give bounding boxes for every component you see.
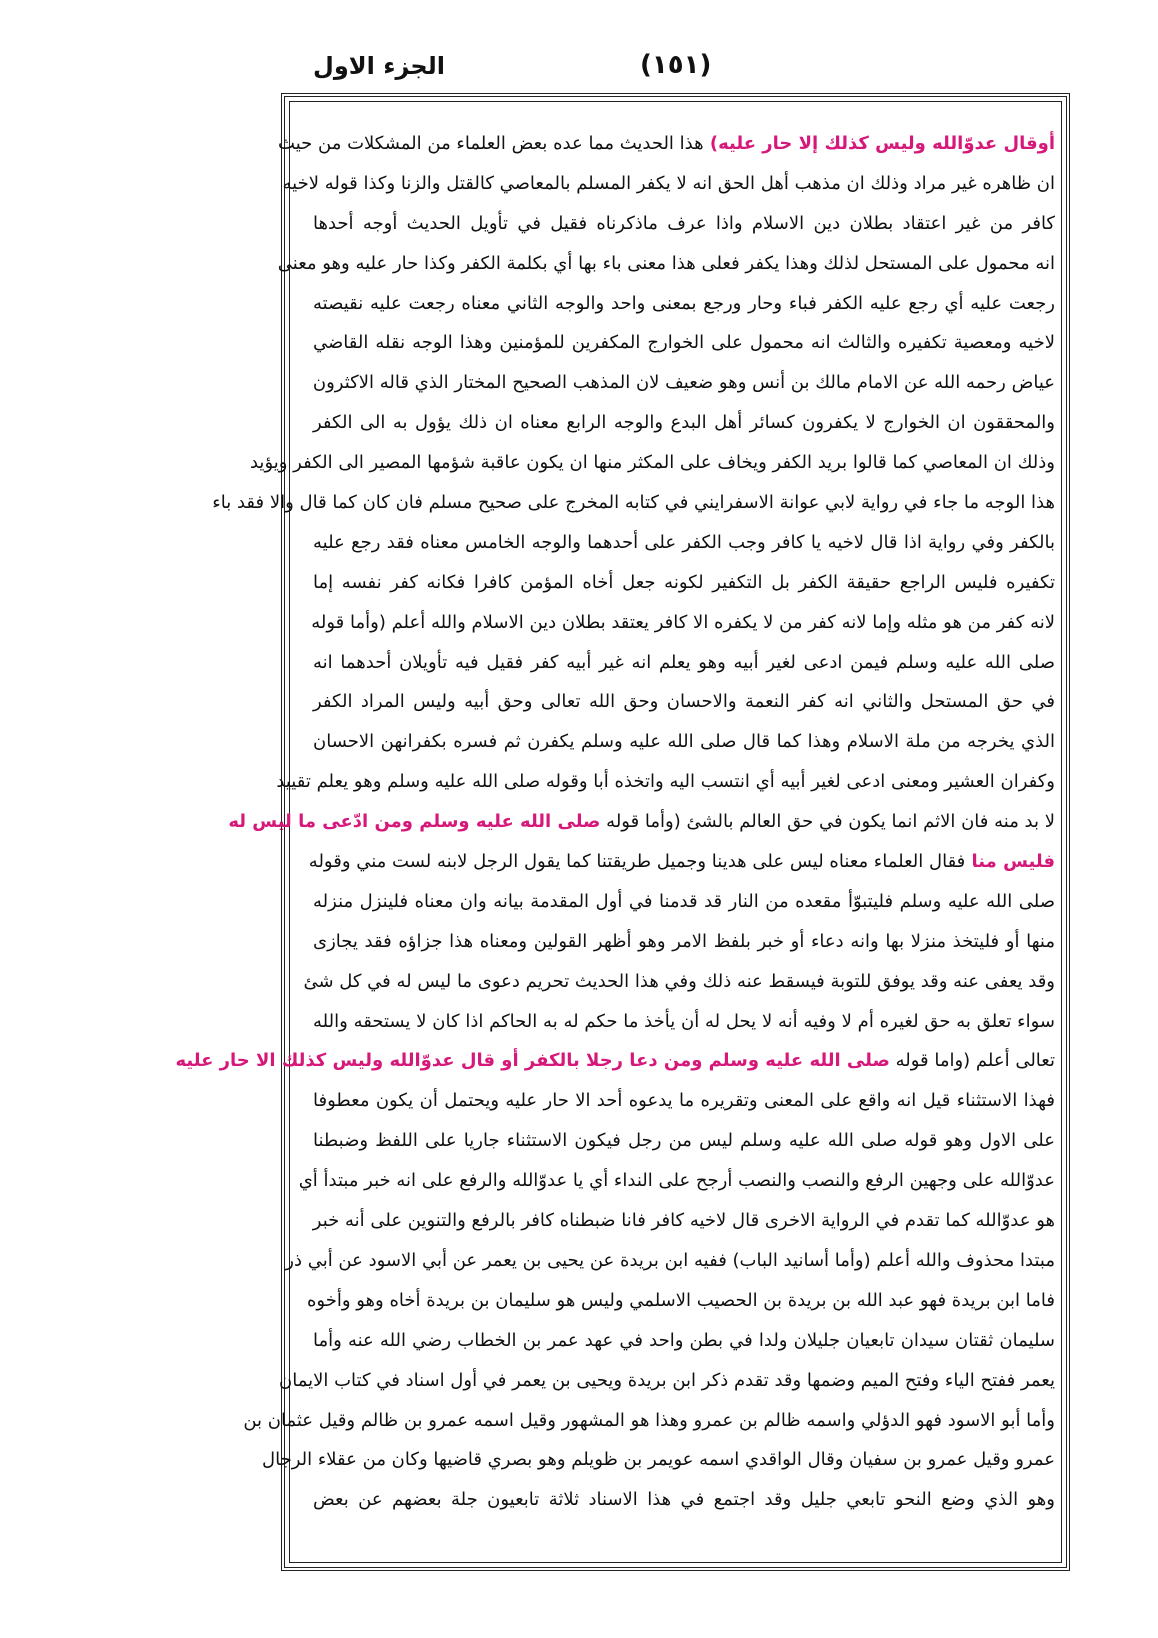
line-segment: انه محمول على المستحل لذلك وهذا يكفر فعلى هذا معنى باء بها أي بكلمة الكفر وكذا حار عليه وهو معنى bbox=[277, 252, 1055, 274]
text-line bbox=[313, 1201, 1055, 1241]
line-segment: وكفران العشير ومعنى ادعى لغير أبيه أي انتسب اليه واتخذه أبا وقوله صلى الله عليه وسلم وهو يعلم تقييد bbox=[276, 771, 1055, 793]
text-line bbox=[313, 204, 1055, 244]
text-line bbox=[313, 363, 1055, 403]
text-line bbox=[277, 244, 1055, 284]
text-line bbox=[313, 1121, 1055, 1161]
line-segment: لا بد منه فان الاثم انما يكون في حق العالم بالشئ (وأما قوله bbox=[600, 811, 1055, 833]
text-line bbox=[313, 682, 1055, 722]
text-line bbox=[228, 802, 1055, 842]
text-line bbox=[303, 962, 1055, 1002]
line-segment: تكفيره فليس الراجع حقيقة الكفر بل التكفير لكونه جعل أخاه المؤمن كافرا فكانه كفر نفسه إما bbox=[313, 571, 1055, 593]
text-line bbox=[313, 323, 1055, 363]
text-line bbox=[313, 1321, 1055, 1361]
line-segment: على الاول وهو قوله صلى الله عليه وسلم ليس من رجل فيكون الاستثناء جاريا على اللفظ وضبطنا bbox=[313, 1130, 1055, 1152]
line-segment: سليمان ثقتان سيدان تابعيان جليلان ولدا في بطن واحد في عهد عمر بن الخطاب رضي الله عنه وأما bbox=[313, 1329, 1055, 1351]
line-segment: وذلك ان المعاصي كما قالوا بريد الكفر ويخاف على المكثر منها ان يكون عاقبة شؤمها المصير الى الكفر ويؤيد bbox=[249, 452, 1055, 474]
line-segment: في حق المستحل والثاني انه كفر النعمة والاحسان وحق الله تعالى وحق أبيه وليس المراد الكفر bbox=[313, 691, 1055, 713]
line-segment: لاخيه ومعصية تكفيره والثالث انه محمول على الخوارج المكفرين للمؤمنين وهذا الوجه نقله القاضي bbox=[313, 332, 1055, 354]
text-line bbox=[313, 603, 1055, 643]
line-segment: عياض رحمه الله عن الامام مالك بن أنس وهو ضعيف لان المذهب الصحيح المختار الذي قاله الاكثرون bbox=[312, 372, 1055, 394]
commentary-text bbox=[175, 124, 1055, 1554]
line-segment: كافر من غير اعتقاد بطلان دين الاسلام واذا عرف ماذكرناه فقيل في تأويل الحديث أوجه أحدها bbox=[313, 212, 1055, 234]
line-segment: هو عدوّالله كما تقدم في الرواية الاخرى قال لاخيه كافر فانا ضبطناه كافر بالرفع والتنوين على أنه خبر bbox=[312, 1210, 1055, 1232]
line-segment: هذا الوجه ما جاء في رواية لابي عوانة الاسفرايني في كتابه المخرج على صحيح مسلم فان كان كما قال والا فقد باء bbox=[212, 492, 1055, 514]
text-line bbox=[313, 1480, 1055, 1520]
text-line bbox=[282, 164, 1055, 204]
page-number: (١٥١) bbox=[640, 50, 712, 80]
line-segment: رجعت عليه أي رجع عليه الكفر فباء وحار ورجع بمعنى واحد والوجه الثاني معناه رجعت عليه نقيصته bbox=[313, 292, 1055, 314]
text-line bbox=[175, 1041, 1055, 1081]
line-segment: فقال العلماء معناه ليس على هدينا وجميل طريقتنا كما يقول الرجل لابنه لست مني وقوله bbox=[308, 851, 966, 873]
text-line bbox=[313, 922, 1055, 962]
text-line bbox=[313, 284, 1055, 324]
text-line bbox=[313, 563, 1055, 603]
quoted-hadith-text: أوقال عدوّالله وليس كذلك إلا حار عليه) bbox=[703, 133, 1055, 154]
text-line bbox=[306, 1281, 1055, 1321]
text-line bbox=[313, 1081, 1055, 1121]
text-line bbox=[313, 882, 1055, 922]
line-segment: وهو الذي وضع النحو تابعي جليل وقد اجتمع في هذا الاسناد ثلاثة تابعيون جلة بعضهم عن بعض bbox=[313, 1489, 1055, 1511]
text-line bbox=[285, 1241, 1055, 1281]
line-segment: صلى الله عليه وسلم فليتبوّأ مقعده من النار قد قدمنا في أول المقدمة بيانه وان معناه فلينزل منزله bbox=[313, 890, 1055, 912]
line-segment: مبتدا محذوف والله أعلم (وأما أسانيد الباب) ففيه ابن بريدة عن يحيى بن يعمر عن أبي الاسود عن أبي ذر bbox=[285, 1249, 1055, 1271]
text-line bbox=[313, 403, 1055, 443]
line-segment: عمرو وقيل عمرو بن سفيان وقال الواقدي اسمه عويمر بن ظويلم وهو بصري قاضيها وكان من عقلاء الرجال bbox=[262, 1449, 1055, 1471]
text-line bbox=[308, 842, 1055, 882]
line-segment: هذا الحديث مما عده بعض العلماء من المشكلات من حيث bbox=[278, 133, 704, 154]
line-segment: وأما أبو الاسود فهو الدؤلي واسمه ظالم بن عمرو وهذا هو المشهور وقيل اسمه عمرو بن ظالم وقيل عثمان بن bbox=[243, 1409, 1055, 1431]
text-line bbox=[262, 1440, 1055, 1480]
line-segment: يعمر ففتح الياء وفتح الميم وضمها وقد تقدم ذكر ابن بريدة ويحيى بن يعمر في أول اسناد في كتاب الايمان bbox=[278, 1369, 1055, 1391]
line-segment: بالكفر وفي رواية اذا قال لاخيه يا كافر وجب الكفر على أحدهما والوجه الخامس معناه فقد رجع عليه bbox=[313, 531, 1055, 553]
line-segment: فهذا الاستثناء قيل انه واقع على المعنى وتقريره ما يدعوه أحد الا حار عليه ويحتمل أن يكون معطوفا bbox=[313, 1090, 1055, 1112]
line-segment: فاما ابن بريدة فهو عبد الله بن بريدة بن الحصيب الاسلمي وليس هو سليمان بن بريدة أخاه وهو وأخوه bbox=[306, 1289, 1055, 1311]
line-segment: لانه كفر من هو مثله وإما لانه كفر من لا يكفره الا كافر يعتقد بطلان دين الاسلام والله أعلم (وأما قوله bbox=[311, 611, 1055, 633]
volume-title: الجزء الاول bbox=[313, 52, 445, 80]
text-line bbox=[313, 1002, 1055, 1042]
text-line bbox=[212, 483, 1055, 523]
text-line bbox=[313, 643, 1055, 683]
text-line bbox=[278, 124, 1055, 164]
line-segment: عدوّالله على وجهين الرفع والنصب والنصب أرجح على النداء أي يا عدوّالله والرفع على انه خبر مبتدأ أي bbox=[298, 1170, 1055, 1192]
line-segment: والمحققون ان الخوارج لا يكفرون كسائر أهل البدع والوجه الرابع معناه ان ذلك يؤول به الى الكفر bbox=[313, 412, 1055, 434]
line-segment: الذي يخرجه من ملة الاسلام وهذا كما قال صلى الله عليه وسلم يكفرن ثم فسره بكفرانهن الاحسان bbox=[313, 731, 1055, 753]
line-segment: صلى الله عليه وسلم فيمن ادعى لغير أبيه وهو يعلم انه غير أبيه كفر فقيل فيه تأويلان أحدهما انه bbox=[313, 651, 1055, 673]
text-line bbox=[243, 1401, 1055, 1441]
line-segment: سواء تعلق به حق لغيره أم لا وفيه أنه لا يحل له أن يأخذ ما حكم له به الحاكم اذا كان لا يستحقه والله bbox=[313, 1010, 1055, 1032]
line-segment: ان ظاهره غير مراد وذلك ان مذهب أهل الحق انه لا يكفر المسلم بالمعاصي كالقتل والزنا وكذا قوله لاخيه bbox=[282, 172, 1055, 194]
text-line bbox=[278, 1361, 1055, 1401]
line-segment: وقد يعفى عنه وقد يوفق للتوبة فيسقط عنه ذلك وفي هذا الحديث تحريم دعوى ما ليس له في كل شئ bbox=[303, 970, 1055, 992]
text-line bbox=[298, 1161, 1055, 1201]
quoted-hadith-text: صلى الله عليه وسلم ومن ادّعى ما ليس له bbox=[228, 811, 601, 833]
text-line bbox=[313, 722, 1055, 762]
text-line bbox=[276, 762, 1055, 802]
quoted-hadith-text: صلى الله عليه وسلم ومن دعا رجلا بالكفر أو قال عدوّالله وليس كذلك الا حار عليه bbox=[175, 1050, 890, 1072]
quoted-hadith-text: فليس منا bbox=[965, 851, 1055, 873]
line-segment: تعالى أعلم (واما قوله bbox=[889, 1050, 1055, 1072]
page-header bbox=[0, 44, 1158, 92]
text-line bbox=[313, 523, 1055, 563]
text-line bbox=[249, 443, 1055, 483]
line-segment: منها أو فليتخذ منزلا بها وانه دعاء أو خبر بلفظ الامر وهو أظهر القولين ومعناه هذا جزاؤه فقد يجازى bbox=[313, 930, 1055, 952]
